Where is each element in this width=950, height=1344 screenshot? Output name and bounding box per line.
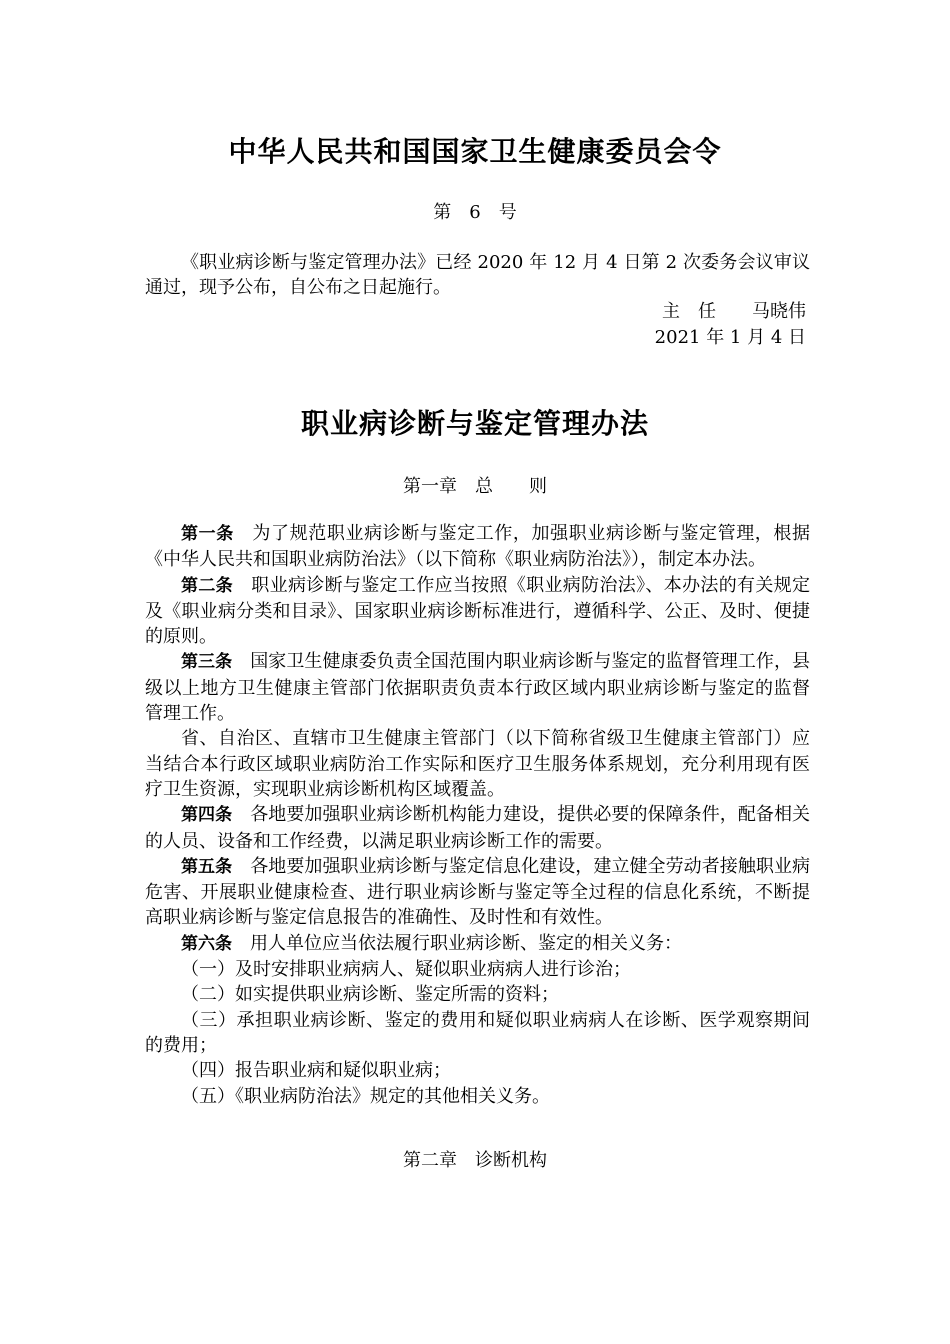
obligation-item: （三）承担职业病诊断、鉴定的费用和疑似职业病病人在诊断、医学观察期间的费用；: [145, 1009, 810, 1056]
document-title: 职业病诊断与鉴定管理办法: [300, 407, 649, 440]
announcement-text: 《职业病诊断与鉴定管理办法》已经 2020 年 12 月 4 日第 2 次委务会议审议通过，现予公布，自公布之日起施行。: [145, 252, 810, 299]
article-5: [145, 854, 810, 931]
article-text: 为了规范职业病诊断与鉴定工作，加强职业病诊断与鉴定管理，根据《中华人民共和国职业病防治法》（以下简称《职业病防治法》），制定本办法。: [145, 523, 811, 571]
decree-title: 中华人民共和国国家卫生健康委员会令: [228, 135, 722, 168]
article-1: [145, 521, 810, 573]
article-text: 省、自治区、直辖市卫生健康主管部门（以下简称省级卫生健康主管部门）应当结合本行政区域职业病防治工作实际和医疗卫生服务体系规划，充分利用现有医疗卫生资源，实现职业病诊断机构区域覆盖。: [145, 728, 810, 800]
article-text: 国家卫生健康委负责全国范围内职业病诊断与鉴定的监督管理工作，县级以上地方卫生健康主管部门依据职责负责本行政区域内职业病诊断与鉴定的监督管理工作。: [145, 651, 811, 725]
article-label: 第五条: [181, 856, 233, 877]
article-label: 第六条: [181, 933, 232, 954]
article-2: [145, 573, 810, 650]
articles-block: [145, 521, 810, 1109]
decree-number: 第 6 号: [433, 202, 517, 223]
obligation-item: （二）如实提供职业病诊断、鉴定所需的资料；: [181, 984, 559, 1006]
article-3-paragraph-2: [145, 726, 810, 802]
article-text: 各地要加强职业病诊断与鉴定信息化建设，建立健全劳动者接触职业病危害、开展职业健康检查、进行职业病诊断与鉴定等全过程的信息化系统，不断提高职业病诊断与鉴定信息报告的准确性、及时性和有效性。: [145, 855, 811, 929]
issue-date: 2021 年 1 月 4 日: [654, 327, 806, 348]
article-text: 职业病诊断与鉴定工作应当按照《职业病防治法》、本办法的有关规定及《职业病分类和目录》、国家职业病诊断标准进行，遵循科学、公正、及时、便捷的原则。: [145, 574, 811, 648]
signatory: 主 任 马晓伟: [662, 301, 806, 322]
article-label: 第三条: [181, 652, 233, 673]
obligation-item: （五）《职业病防治法》规定的其他相关义务。: [181, 1085, 550, 1107]
article-text: 各地要加强职业病诊断机构能力建设，提供必要的保障条件，配备相关的人员、设备和工作经费，以满足职业病诊断工作的需要。: [145, 804, 811, 852]
article-text: 用人单位应当依法履行职业病诊断、鉴定的相关义务：: [232, 932, 682, 954]
chapter-1-heading: 第一章 总 则: [403, 476, 547, 497]
obligation-item: （四）报告职业病和疑似职业病；: [181, 1060, 451, 1082]
announcement-block: [145, 250, 810, 301]
article-label: 第二条: [181, 575, 233, 596]
chapter-2-heading: 第二章 诊断机构: [403, 1150, 547, 1171]
article-3: [145, 649, 810, 726]
obligation-item: （一）及时安排职业病病人、疑似职业病病人进行诊治；: [181, 959, 631, 981]
article-label: 第一条: [181, 524, 234, 544]
article-label: 第四条: [181, 805, 233, 826]
article-6: [145, 931, 810, 957]
article-4: [145, 802, 810, 854]
